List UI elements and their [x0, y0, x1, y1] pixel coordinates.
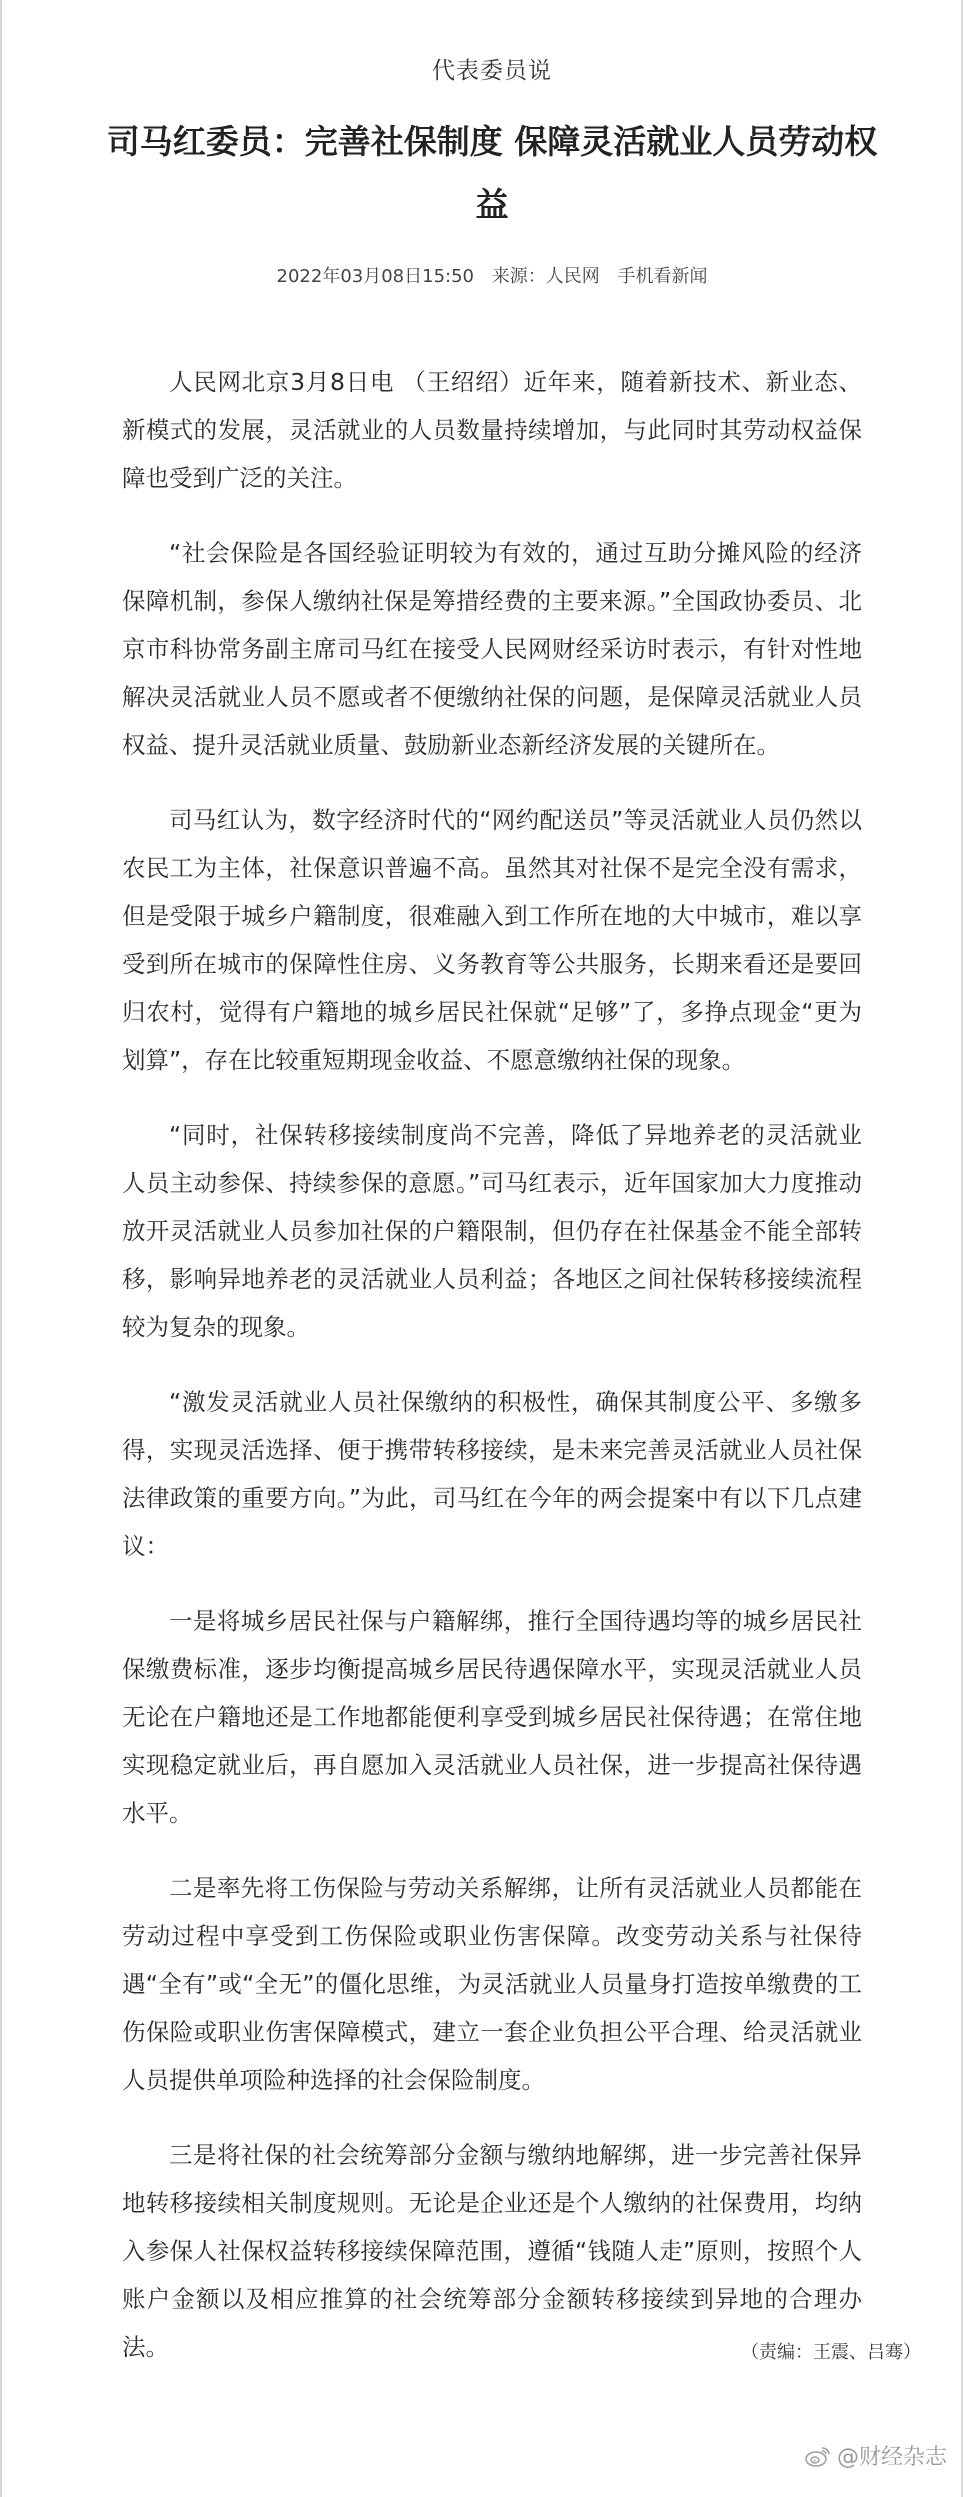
- article-paragraph: 三是将社保的社会统筹部分金额与缴纳地解绑，进一步完善社保异地转移接续相关制度规则。无论是企业还是个人缴纳的社保费用，均纳入参保人社保权益转移接续保障范围，遵循“钱随人走”原则，按照个人账户金额以及相应推算的社会统筹部分金额转移接续到异地的合理办法。: [122, 2141, 862, 2361]
- article-body: [122, 358, 862, 2398]
- article-title: 司马红委员：完善社保制度 保障灵活就业人员劳动权益: [106, 122, 878, 224]
- weibo-watermark: [805, 2440, 947, 2471]
- article-paragraph: “同时，社保转移接续制度尚不完善，降低了异地养老的灵活就业人员主动参保、持续参保的意愿。”司马红表示，近年国家加大力度推动放开灵活就业人员参加社保的户籍限制，但仍存在社保基金不能全部转移，影响异地养老的灵活就业人员利益；各地区之间社保转移接续流程较为复杂的现象。: [122, 1121, 862, 1341]
- publish-datetime: 2022年03月08日15:50: [276, 266, 475, 287]
- mobile-news-link[interactable]: 手机看新闻: [617, 266, 708, 287]
- article-paragraph: 司马红认为，数字经济时代的“网约配送员”等灵活就业人员仍然以农民工为主体，社保意识普遍不高。虽然其对社保不是完全没有需求，但是受限于城乡户籍制度，很难融入到工作所在地的大中城市，难以享受到所在城市的保障性住房、义务教育等公共服务，长期来看还是要回归农村，觉得有户籍地的城乡居民社保就“足够”了，多挣点现金“更为划算”，存在比较重短期现金收益、不愿意缴纳社保的现象。: [122, 806, 862, 1074]
- article-paragraph: 二是率先将工伤保险与劳动关系解绑，让所有灵活就业人员都能在劳动过程中享受到工伤保险或职业伤害保障。改变劳动关系与社保待遇“全有”或“全无”的僵化思维，为灵活就业人员量身打造按单缴费的工伤保险或职业伤害保障模式，建立一套企业负担公平合理、给灵活就业人员提供单项险种选择的社会保险制度。: [122, 1874, 862, 2094]
- article-paragraph: 人民网北京3月8日电 （王绍绍）近年来，随着新技术、新业态、新模式的发展，灵活就业的人员数量持续增加，与此同时其劳动权益保障也受到广泛的关注。: [122, 368, 862, 492]
- article-meta: [122, 262, 862, 288]
- section-label[interactable]: 代表委员说: [432, 58, 552, 84]
- weibo-icon: [805, 2445, 831, 2467]
- article-paragraph: 一是将城乡居民社保与户籍解绑，推行全国待遇均等的城乡居民社保缴费标准，逐步均衡提高城乡居民待遇保障水平，实现灵活就业人员无论在户籍地还是工作地都能便利享受到城乡居民社保待遇；在常住地实现稳定就业后，再自愿加入灵活就业人员社保，进一步提高社保待遇水平。: [122, 1607, 862, 1827]
- article-paragraph: “社会保险是各国经验证明较为有效的，通过互助分摊风险的经济保障机制，参保人缴纳社保是筹措经费的主要来源。”全国政协委员、北京市科协常务副主席司马红在接受人民网财经采访时表示，有针对性地解决灵活就业人员不愿或者不便缴纳社保的问题，是保障灵活就业人员权益、提升灵活就业质量、鼓励新业态新经济发展的关键所在。: [122, 539, 862, 759]
- editor-credit: （责编：王震、吕骞）: [741, 2342, 921, 2363]
- article-paragraph: “激发灵活就业人员社保缴纳的积极性，确保其制度公平、多缴多得，实现灵活选择、便于携带转移接续，是未来完善灵活就业人员社保法律政策的重要方向。”为此，司马红在今年的两会提案中有以下几点建议：: [122, 1388, 862, 1560]
- watermark-text: @财经杂志: [836, 2445, 947, 2470]
- source-link[interactable]: 来源：人民网: [491, 266, 600, 287]
